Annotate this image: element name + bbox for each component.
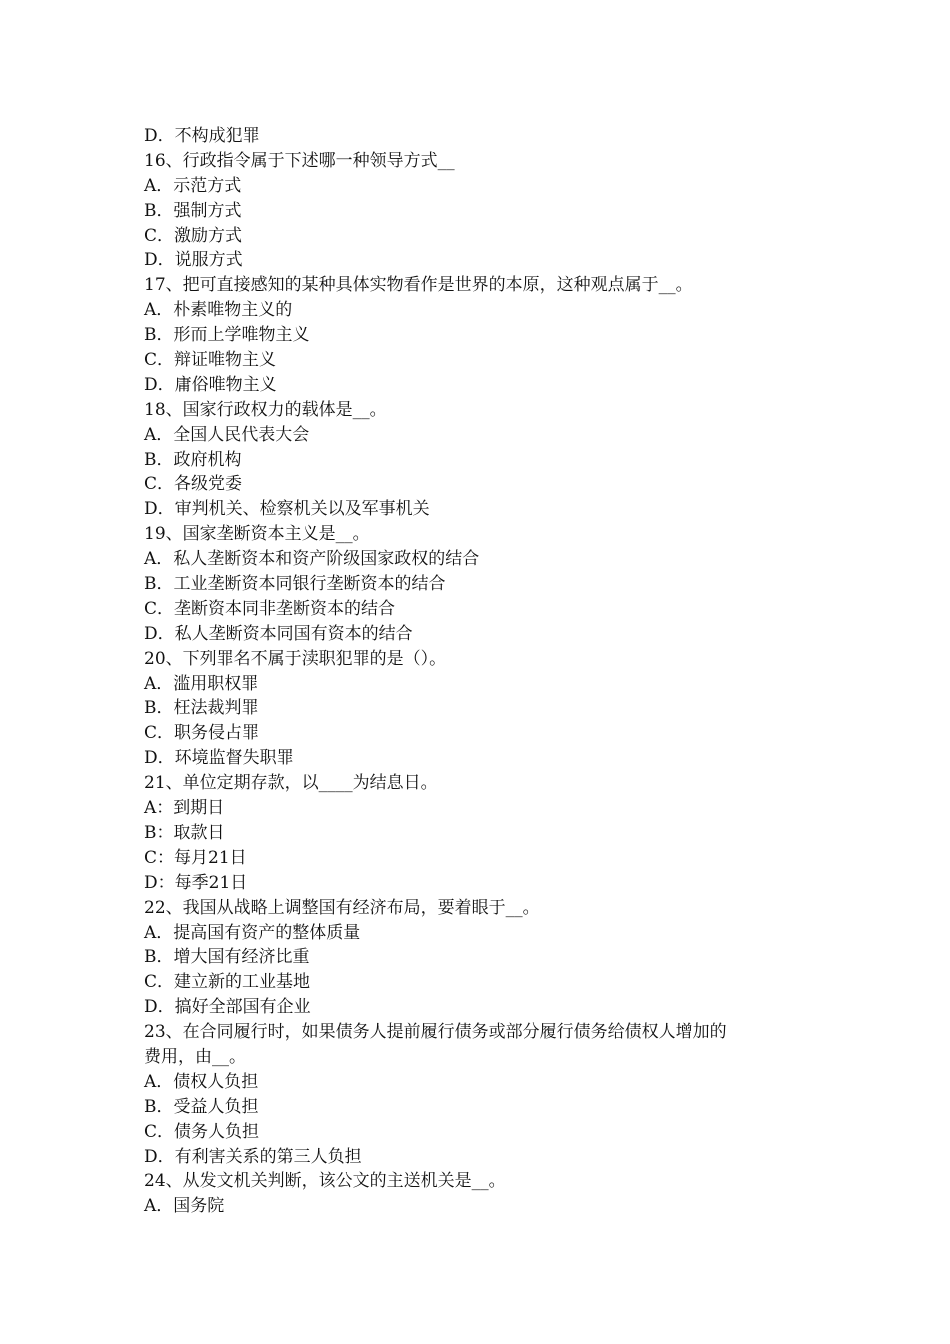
option-a-16: A．示范方式	[144, 175, 242, 196]
option-d-22: D．搞好全部国有企业	[144, 997, 311, 1018]
question-24: 24、从发文机关判断，该公文的主送机关是__。	[144, 1171, 506, 1192]
option-d-16: D．说服方式	[144, 250, 243, 271]
option-d-20: D．环境监督失职罪	[144, 748, 294, 769]
option-c-21: C：每月21日	[144, 847, 247, 868]
option-b-21: B：取款日	[144, 822, 225, 843]
option-b-17: B．形而上学唯物主义	[144, 325, 310, 346]
question-23-line-1: 23、在合同履行时，如果债务人提前履行债务或部分履行债务给债权人增加的	[144, 1022, 727, 1043]
document-page	[144, 124, 824, 1219]
option-b-18: B．政府机构	[144, 449, 242, 470]
question-18: 18、国家行政权力的载体是__。	[144, 399, 387, 420]
option-b-20: B．枉法裁判罪	[144, 698, 259, 719]
option-d-18: D．审判机关、检察机关以及军事机关	[144, 499, 430, 520]
question-17: 17、把可直接感知的某种具体实物看作是世界的本原，这种观点属于__。	[144, 275, 693, 296]
option-a-18: A．全国人民代表大会	[144, 424, 310, 445]
option-a-22: A．提高国有资产的整体质量	[144, 922, 361, 943]
option-b-16: B．强制方式	[144, 200, 242, 221]
option-a-19: A．私人垄断资本和资产阶级国家政权的结合	[144, 549, 480, 570]
option-c-22: C．建立新的工业基地	[144, 972, 311, 993]
option-c-16: C．激励方式	[144, 225, 243, 246]
option-d-19: D．私人垄断资本同国有资本的结合	[144, 623, 413, 644]
option-a-17: A．朴素唯物主义的	[144, 300, 293, 321]
option-c-19: C．垄断资本同非垄断资本的结合	[144, 598, 396, 619]
question-23-line-2: 费用，由__。	[144, 1046, 246, 1067]
option-c-20: C．职务侵占罪	[144, 723, 260, 744]
option-d-23: D．有利害关系的第三人负担	[144, 1146, 362, 1167]
option-c-23: C．债务人负担	[144, 1121, 260, 1142]
option-a-24: A．国务院	[144, 1196, 225, 1217]
question-22: 22、我国从战略上调整国有经济布局，要着眼于__。	[144, 897, 540, 918]
question-19: 19、国家垄断资本主义是__。	[144, 524, 370, 545]
option-d-17: D．庸俗唯物主义	[144, 374, 277, 395]
question-16: 16、行政指令属于下述哪一种领导方式__	[144, 150, 455, 171]
option-b-22: B．增大国有经济比重	[144, 947, 310, 968]
option-b-19: B．工业垄断资本同银行垄断资本的结合	[144, 574, 446, 595]
question-21: 21、单位定期存款，以____为结息日。	[144, 773, 438, 794]
option-a-23: A．债权人负担	[144, 1071, 259, 1092]
option-b-23: B．受益人负担	[144, 1096, 259, 1117]
option-d-15: D．不构成犯罪	[144, 126, 260, 146]
option-a-21: A：到期日	[144, 798, 225, 819]
option-d-21: D：每季21日	[144, 872, 248, 893]
option-c-18: C．各级党委	[144, 474, 243, 495]
option-a-20: A．滥用职权罪	[144, 673, 259, 694]
question-20: 20、下列罪名不属于渎职犯罪的是（）。	[144, 648, 447, 669]
option-c-17: C．辩证唯物主义	[144, 350, 277, 371]
